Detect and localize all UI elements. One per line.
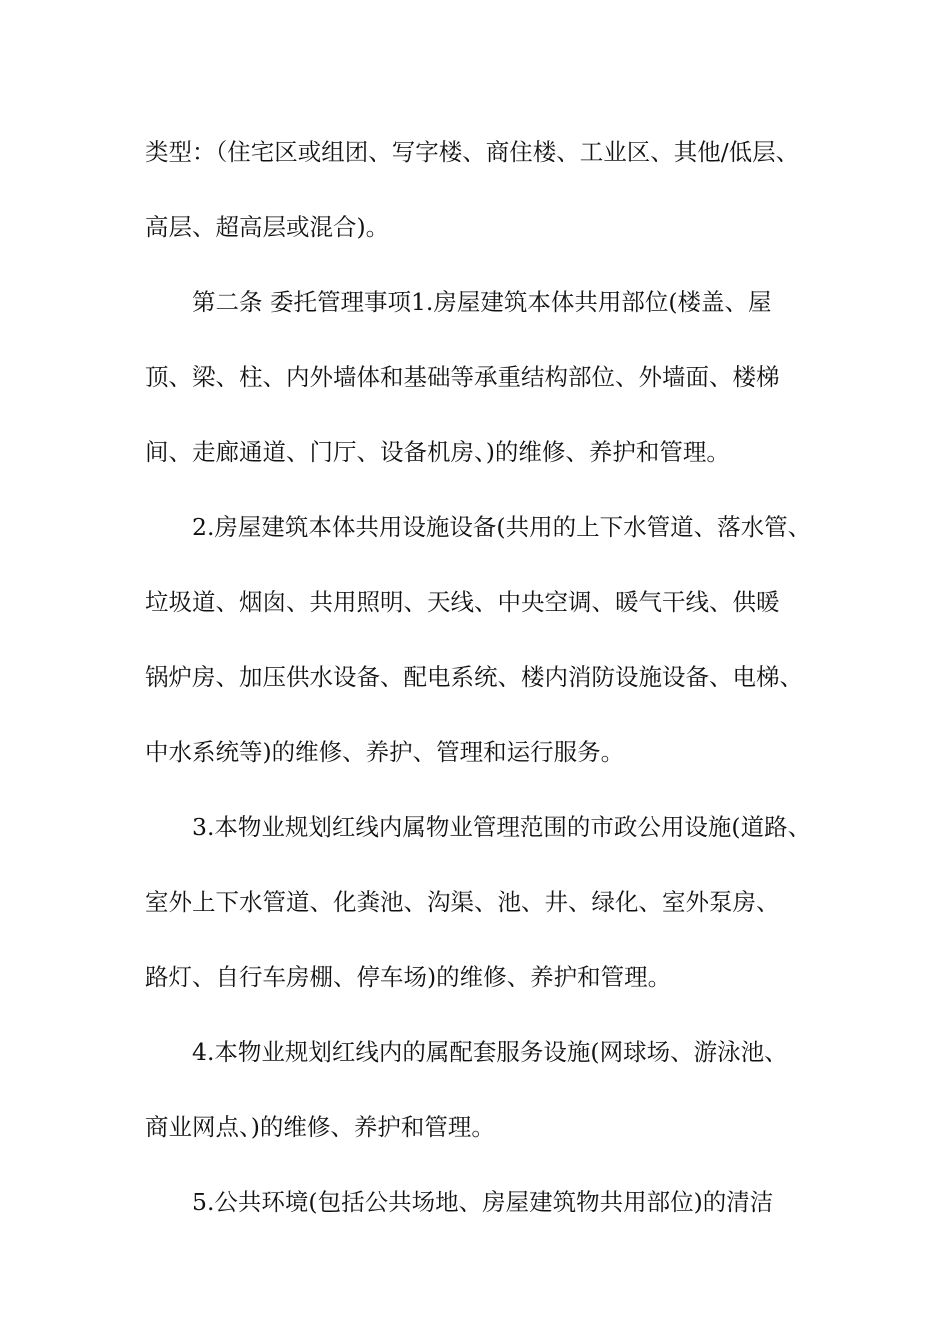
item-2-line-2: 垃圾道、烟囱、共用照明、天线、中央空调、暖气干线、供暖: [145, 588, 780, 616]
text-line-1: 类型：（住宅区或组团、写字楼、商住楼、工业区、其他/低层、: [145, 138, 800, 166]
item-4-line-1: 4.本物业规划红线内的属配套服务设施(网球场、游泳池、: [192, 1038, 788, 1066]
text-line-4: 顶、梁、柱、内外墙体和基础等承重结构部位、外墙面、楼梯: [145, 363, 780, 391]
item-3-line-3: 路灯、自行车房棚、停车场)的维修、养护和管理。: [145, 963, 672, 991]
text-line-5: 间、走廊通道、门厅、设备机房、)的维修、养护和管理。: [145, 438, 730, 466]
item-5-line-1: 5.公共环境(包括公共场地、房屋建筑物共用部位)的清洁: [192, 1188, 774, 1216]
text-line-2: 高层、超高层或混合)。: [145, 213, 390, 241]
item-2-line-3: 锅炉房、加压供水设备、配电系统、楼内消防设施设备、电梯、: [145, 663, 803, 691]
article-2-heading-line: 第二条 委托管理事项1.房屋建筑本体共用部位(楼盖、屋: [192, 288, 772, 316]
item-2-line-1: 2.房屋建筑本体共用设施设备(共用的上下水管道、落水管、: [192, 513, 812, 541]
item-3-line-2: 室外上下水管道、化粪池、沟渠、池、井、绿化、室外泵房、: [145, 888, 780, 916]
item-2-line-4: 中水系统等)的维修、养护、管理和运行服务。: [145, 738, 625, 766]
item-4-line-2: 商业网点、)的维修、养护和管理。: [145, 1113, 495, 1141]
item-3-line-1: 3.本物业规划红线内属物业管理范围的市政公用设施(道路、: [192, 813, 812, 841]
